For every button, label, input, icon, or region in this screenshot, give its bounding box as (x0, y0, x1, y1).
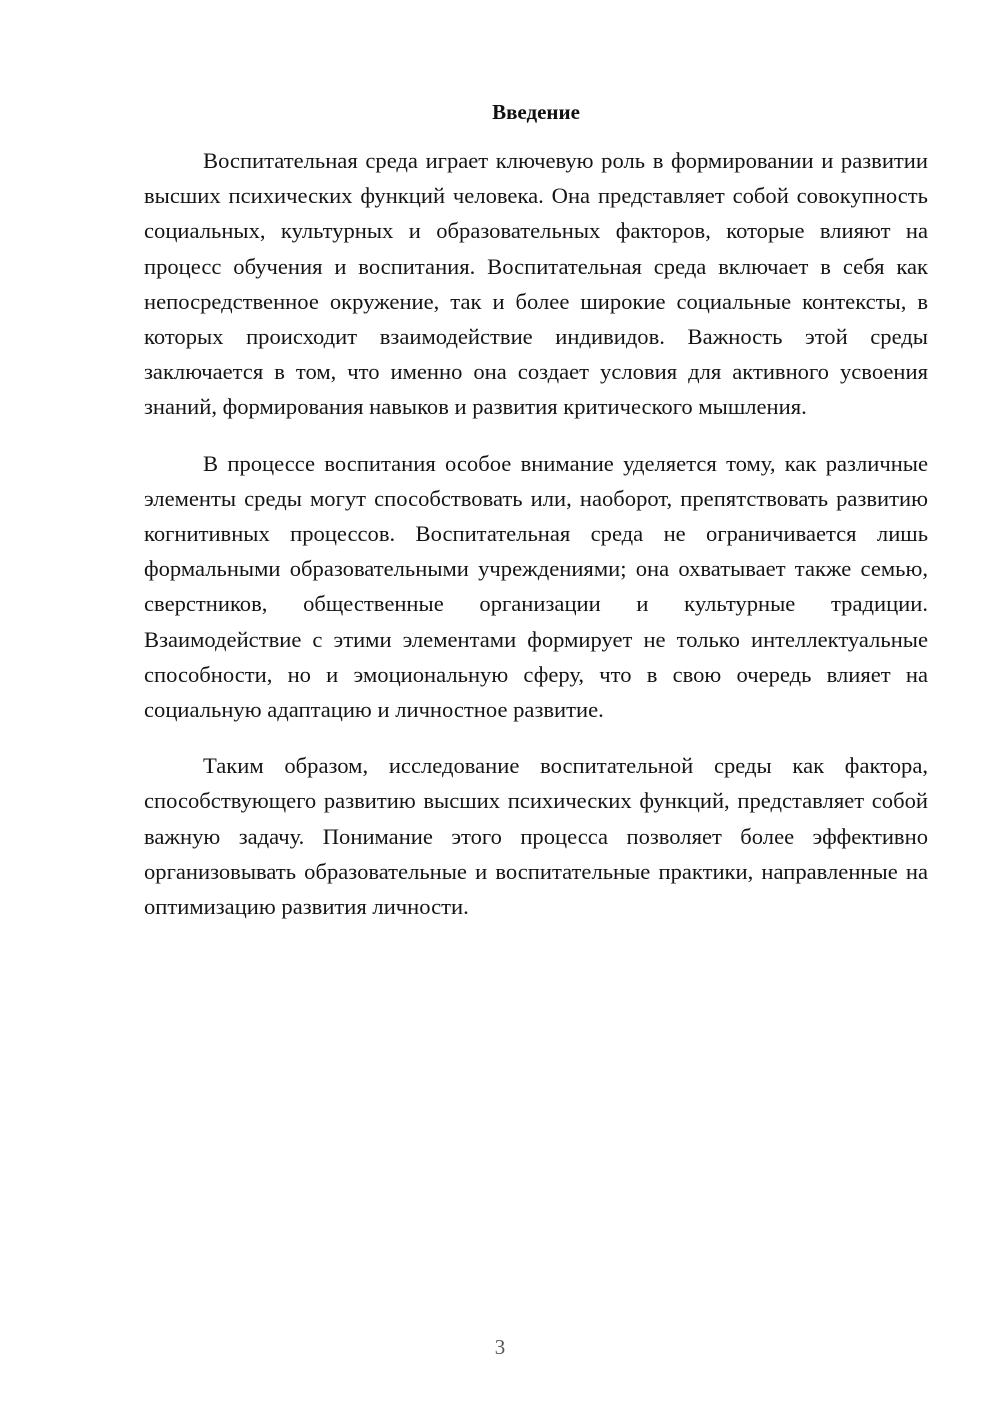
section-title: Введение (492, 100, 580, 124)
paragraph-1: Воспитательная среда играет ключевую роль в формировании и развитии высших психических функций человека. Она представляет собой совокупность социальных, культурных и образовательных факторов, которые влияют на процесс обучения и воспитания. Воспитательная среда включает в себя как непосредственное окружение, так и более широкие социальные контексты, в которых происходит взаимодействие индивидов. Важность этой среды заключается в том, что именно она создает условия для активного усвоения знаний, формирования навыков и развития критического мышления. (144, 148, 928, 420)
page-number: 3 (494, 1335, 506, 1359)
paragraph-3: Таким образом, исследование воспитательной среды как фактора, способствующего развитию высших психических функций, представляет собой важную задачу. Понимание этого процесса позволяет более эффективно организовывать образовательные и воспитательные практики, направленные на оптимизацию развития личности. (144, 753, 928, 920)
body-text (144, 143, 928, 945)
paragraph-2: В процессе воспитания особое внимание уделяется тому, как различные элементы среды могут способствовать или, наоборот, препятствовать развитию когнитивных процессов. Воспитательная среда не ограничивается лишь формальными образовательными учреждениями; она охватывает также семью, сверстников, общественные организации и культурные традиции. Взаимодействие с этими элементами формирует не только интеллектуальные способности, но и эмоциональную сферу, что в свою очередь влияет на социальную адаптацию и личностное развитие. (144, 450, 928, 723)
